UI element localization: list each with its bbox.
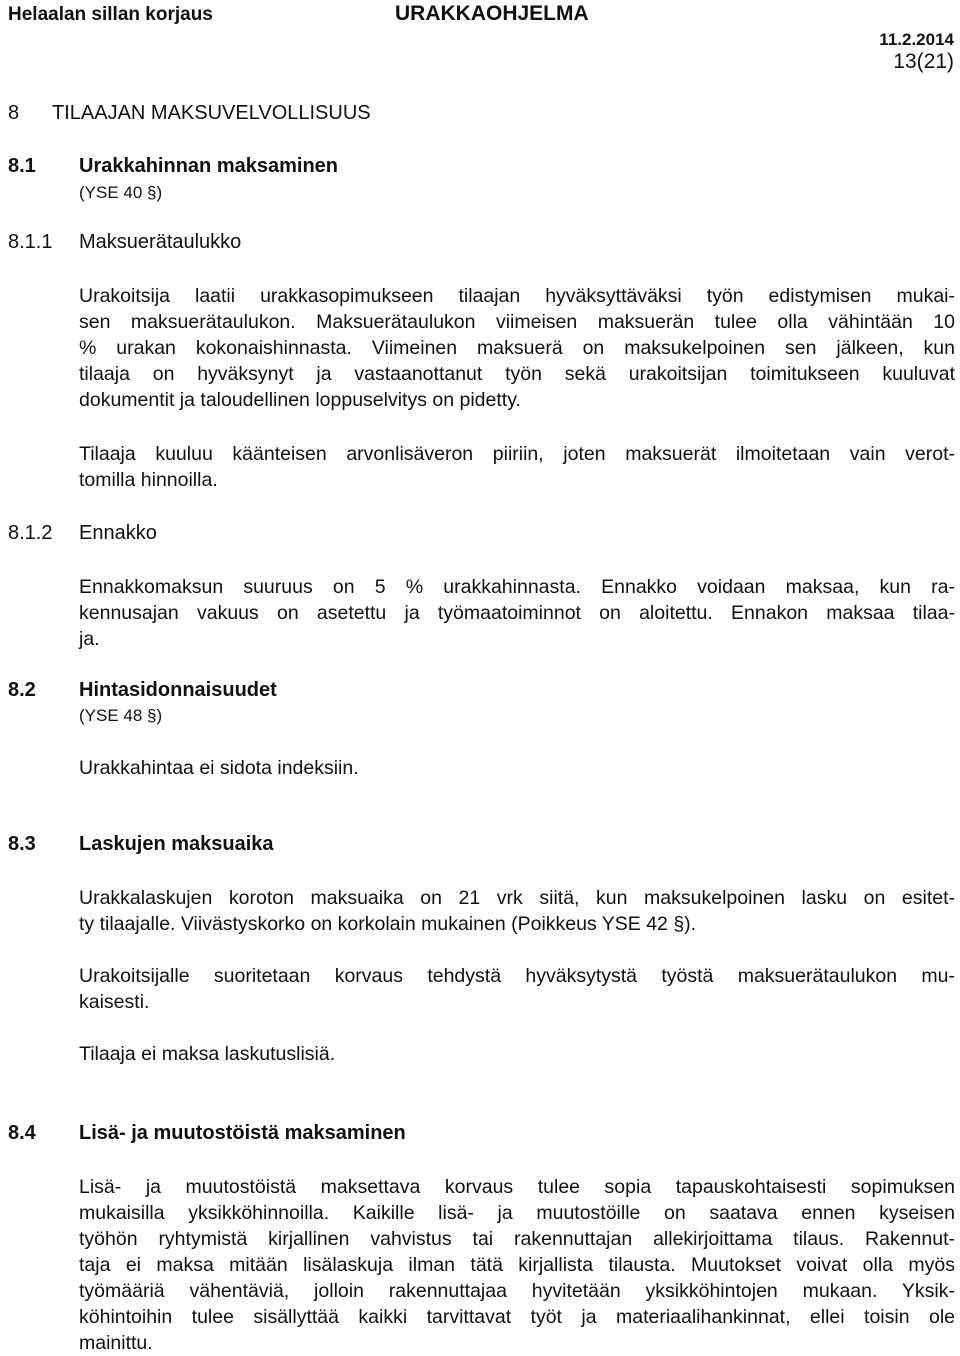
section-8-4-number: 8.4 <box>8 1122 36 1144</box>
paragraph-line: dokumentit ja taloudellinen loppuselvitys on pidetty. <box>79 389 521 411</box>
section-8-1-1-paragraph-1 <box>79 283 955 413</box>
section-8-4-title: Lisä- ja muutostöistä maksaminen <box>79 1122 406 1144</box>
section-8-3-title: Laskujen maksuaika <box>79 833 274 855</box>
section-8-2-number: 8.2 <box>8 679 36 701</box>
paragraph-line: Tilaaja kuuluu käänteisen arvonlisäveron piiriin, joten maksuerät ilmoitetaan vain verot- <box>79 443 955 465</box>
paragraph-line: Urakoitsijalle suoritetaan korvaus tehdystä hyväksytystä työstä maksuerätaulukon mu- <box>79 965 955 987</box>
header-date: 11.2.2014 <box>879 30 954 49</box>
section-8-1-1-paragraph-2 <box>79 441 955 493</box>
section-8-3-paragraph-1 <box>79 885 955 937</box>
section-8-1-title: Urakkahinnan maksaminen <box>79 155 338 177</box>
paragraph-line: tilaaja on hyväksynyt ja vastaanottanut työn sekä urakoitsijan toimitukseen kuuluvat <box>79 363 955 385</box>
section-8-3-number: 8.3 <box>8 833 36 855</box>
paragraph-line: mukaisilla yksikköhinnoilla. Kaikille lisä- ja muutostöille on saatava ennen kyseisen <box>79 1202 955 1224</box>
section-8-2-title: Hintasidonnaisuudet <box>79 679 277 701</box>
paragraph-line: % urakan kokonaishinnasta. Viimeinen maksuerä on maksukelpoinen sen jälkeen, kun <box>79 337 955 359</box>
section-8-4-paragraph-1 <box>79 1174 955 1356</box>
paragraph-line: Lisä- ja muutostöistä maksettava korvaus tulee sopia tapauskohtaisesti sopimuksen <box>79 1176 955 1198</box>
section-8-title: TILAAJAN MAKSUVELVOLLISUUS <box>52 102 371 124</box>
section-8-3-paragraph-3 <box>79 1041 955 1067</box>
paragraph-line: kaisesti. <box>79 991 150 1013</box>
paragraph-line: köhintoihin tulee sisällyttää kaikki tarvittavat työt ja materiaalihankinnat, ellei toisin ole <box>79 1306 955 1328</box>
section-8-1-2-number: 8.1.2 <box>8 522 53 544</box>
paragraph-line: Ennakkomaksun suuruus on 5 % urakkahinnasta. Ennakko voidaan maksaa, kun ra- <box>79 576 955 598</box>
paragraph-line: sen maksuerätaulukon. Maksuerätaulukon viimeisen maksuerän tulee olla vähintään 10 <box>79 311 955 333</box>
paragraph-line: mainittu. <box>79 1332 153 1354</box>
paragraph-line: kennusajan vakuus on asetettu ja työmaatoiminnot on aloitettu. Ennakon maksaa tilaa- <box>79 602 955 624</box>
section-8-1-number: 8.1 <box>8 155 36 177</box>
paragraph-line: Urakkahintaa ei sidota indeksiin. <box>79 757 359 779</box>
section-8-1-1-title: Maksuerätaulukko <box>79 231 242 253</box>
section-8-number: 8 <box>8 102 20 124</box>
paragraph-line: tomilla hinnoilla. <box>79 469 218 491</box>
paragraph-line: Urakoitsija laatii urakkasopimukseen tilaajan hyväksyttäväksi työn edistymisen mukai- <box>79 285 955 307</box>
header-page-number: 13(21) <box>893 50 954 73</box>
paragraph-line: Urakkalaskujen koroton maksuaika on 21 vrk siitä, kun maksukelpoinen lasku on esitet- <box>79 887 955 909</box>
header-project-name: Helaalan sillan korjaus <box>8 4 213 25</box>
paragraph-line: työhön ryhtymistä kirjallinen vahvistus tai rakennuttajan allekirjoittama tilaus. Rakennut- <box>79 1228 955 1250</box>
section-8-1-2-title: Ennakko <box>79 522 157 544</box>
section-8-1-reference: (YSE 40 §) <box>79 183 163 202</box>
section-8-2-reference: (YSE 48 §) <box>79 706 163 725</box>
header-document-type: URAKKAOHJELMA <box>395 2 589 25</box>
section-8-1-2-paragraph-1 <box>79 574 955 652</box>
section-8-2-paragraph-1 <box>79 755 955 781</box>
paragraph-line: Tilaaja ei maksa laskutuslisiä. <box>79 1043 336 1065</box>
paragraph-line: työmääriä vähentäviä, jolloin rakennuttajaa hyvitetään yksikköhintojen mukaan. Yksik- <box>79 1280 955 1302</box>
section-8-1-1-number: 8.1.1 <box>8 231 53 253</box>
paragraph-line: ja. <box>79 628 100 650</box>
section-8-3-paragraph-2 <box>79 963 955 1015</box>
paragraph-line: taja ei maksa mitään lisälaskuja ilman tätä kirjallista tilausta. Muutokset voivat olla myös <box>79 1254 955 1276</box>
paragraph-line: ty tilaajalle. Viivästyskorko on korkolain mukainen (Poikkeus YSE 42 §). <box>79 913 697 935</box>
